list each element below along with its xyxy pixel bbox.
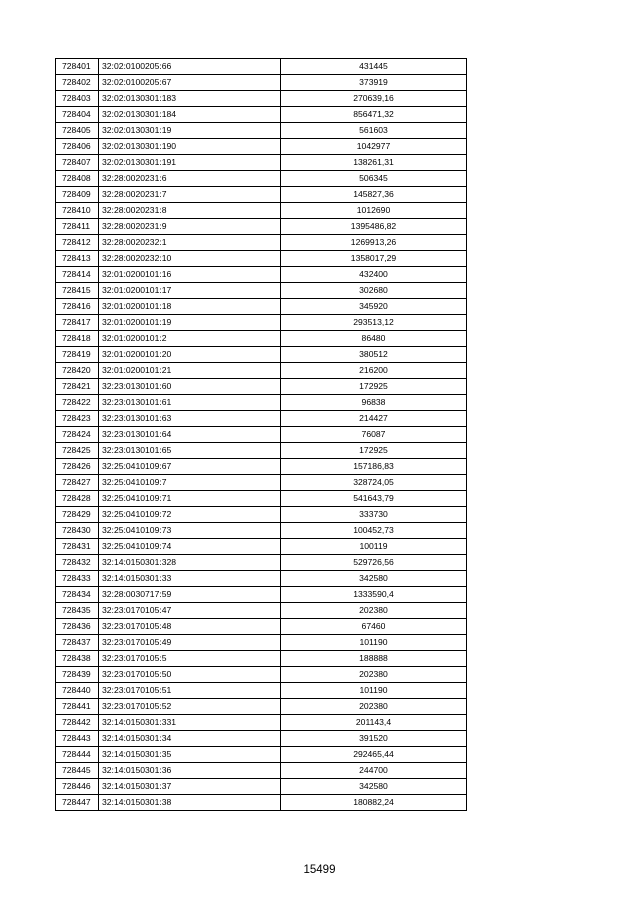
table-row <box>56 555 467 571</box>
row-id-cell: 728434 <box>56 587 99 603</box>
value-cell: 1042977 <box>281 139 467 155</box>
row-id-cell: 728405 <box>56 123 99 139</box>
value-cell: 172925 <box>281 443 467 459</box>
value-cell: 1358017,29 <box>281 251 467 267</box>
cadastral-number-cell: 32:14:0150301:38 <box>99 795 281 811</box>
row-id-cell: 728415 <box>56 283 99 299</box>
row-id-cell: 728406 <box>56 139 99 155</box>
table-row <box>56 411 467 427</box>
value-cell: 145827,36 <box>281 187 467 203</box>
cadastral-number-cell: 32:14:0150301:331 <box>99 715 281 731</box>
table-row <box>56 651 467 667</box>
cadastral-number-cell: 32:25:0410109:67 <box>99 459 281 475</box>
table-row <box>56 363 467 379</box>
table-row <box>56 107 467 123</box>
table-row <box>56 587 467 603</box>
value-cell: 214427 <box>281 411 467 427</box>
value-cell: 1012690 <box>281 203 467 219</box>
row-id-cell: 728441 <box>56 699 99 715</box>
table-row <box>56 379 467 395</box>
table-row <box>56 635 467 651</box>
row-id-cell: 728422 <box>56 395 99 411</box>
table-row <box>56 475 467 491</box>
cadastral-number-cell: 32:23:0170105:47 <box>99 603 281 619</box>
table-row <box>56 283 467 299</box>
cadastral-number-cell: 32:28:0020231:8 <box>99 203 281 219</box>
value-cell: 342580 <box>281 571 467 587</box>
value-cell: 202380 <box>281 603 467 619</box>
row-id-cell: 728435 <box>56 603 99 619</box>
value-cell: 431445 <box>281 59 467 75</box>
value-cell: 432400 <box>281 267 467 283</box>
cadastral-number-cell: 32:23:0130101:60 <box>99 379 281 395</box>
cadastral-number-cell: 32:02:0130301:19 <box>99 123 281 139</box>
row-id-cell: 728433 <box>56 571 99 587</box>
cadastral-number-cell: 32:23:0130101:61 <box>99 395 281 411</box>
cadastral-number-cell: 32:01:0200101:21 <box>99 363 281 379</box>
table-row <box>56 139 467 155</box>
cadastral-number-cell: 32:23:0130101:63 <box>99 411 281 427</box>
value-cell: 293513,12 <box>281 315 467 331</box>
value-cell: 67460 <box>281 619 467 635</box>
cadastral-number-cell: 32:25:0410109:74 <box>99 539 281 555</box>
table-row <box>56 779 467 795</box>
value-cell: 201143,4 <box>281 715 467 731</box>
cadastral-number-cell: 32:25:0410109:72 <box>99 507 281 523</box>
value-cell: 333730 <box>281 507 467 523</box>
cadastral-number-cell: 32:01:0200101:18 <box>99 299 281 315</box>
value-cell: 856471,32 <box>281 107 467 123</box>
table-row <box>56 459 467 475</box>
cadastral-number-cell: 32:25:0410109:73 <box>99 523 281 539</box>
value-cell: 302680 <box>281 283 467 299</box>
table-row <box>56 491 467 507</box>
value-cell: 380512 <box>281 347 467 363</box>
cadastral-number-cell: 32:25:0410109:7 <box>99 475 281 491</box>
cadastral-number-cell: 32:23:0130101:65 <box>99 443 281 459</box>
value-cell: 188888 <box>281 651 467 667</box>
table-row <box>56 171 467 187</box>
cadastral-number-cell: 32:01:0200101:19 <box>99 315 281 331</box>
table-row <box>56 603 467 619</box>
table-row <box>56 683 467 699</box>
value-cell: 270639,16 <box>281 91 467 107</box>
table-row <box>56 75 467 91</box>
value-cell: 529726,56 <box>281 555 467 571</box>
cadastral-number-cell: 32:02:0100205:66 <box>99 59 281 75</box>
table-row <box>56 747 467 763</box>
table-row <box>56 667 467 683</box>
row-id-cell: 728436 <box>56 619 99 635</box>
row-id-cell: 728418 <box>56 331 99 347</box>
row-id-cell: 728424 <box>56 427 99 443</box>
value-cell: 1333590,4 <box>281 587 467 603</box>
cadastral-number-cell: 32:28:0020231:7 <box>99 187 281 203</box>
row-id-cell: 728447 <box>56 795 99 811</box>
cadastral-number-cell: 32:23:0130101:64 <box>99 427 281 443</box>
cadastral-number-cell: 32:23:0170105:52 <box>99 699 281 715</box>
value-cell: 101190 <box>281 635 467 651</box>
value-cell: 506345 <box>281 171 467 187</box>
row-id-cell: 728407 <box>56 155 99 171</box>
cadastral-number-cell: 32:02:0130301:191 <box>99 155 281 171</box>
cadastral-number-cell: 32:23:0170105:49 <box>99 635 281 651</box>
table-row <box>56 443 467 459</box>
table-row <box>56 763 467 779</box>
row-id-cell: 728412 <box>56 235 99 251</box>
table-row <box>56 59 467 75</box>
table-row <box>56 395 467 411</box>
row-id-cell: 728416 <box>56 299 99 315</box>
cadastral-number-cell: 32:23:0170105:5 <box>99 651 281 667</box>
cadastral-number-cell: 32:01:0200101:2 <box>99 331 281 347</box>
cadastral-number-cell: 32:28:0020231:9 <box>99 219 281 235</box>
row-id-cell: 728421 <box>56 379 99 395</box>
cadastral-number-cell: 32:01:0200101:17 <box>99 283 281 299</box>
cadastral-number-cell: 32:14:0150301:33 <box>99 571 281 587</box>
table-row <box>56 795 467 811</box>
row-id-cell: 728427 <box>56 475 99 491</box>
table-row <box>56 91 467 107</box>
row-id-cell: 728417 <box>56 315 99 331</box>
row-id-cell: 728431 <box>56 539 99 555</box>
value-cell: 561603 <box>281 123 467 139</box>
table-row <box>56 523 467 539</box>
cadastral-number-cell: 32:01:0200101:20 <box>99 347 281 363</box>
table-row <box>56 203 467 219</box>
table-row <box>56 699 467 715</box>
row-id-cell: 728420 <box>56 363 99 379</box>
cadastral-number-cell: 32:23:0170105:51 <box>99 683 281 699</box>
cadastral-number-cell: 32:01:0200101:16 <box>99 267 281 283</box>
value-cell: 86480 <box>281 331 467 347</box>
value-cell: 172925 <box>281 379 467 395</box>
row-id-cell: 728403 <box>56 91 99 107</box>
cadastral-value-table <box>55 58 467 811</box>
value-cell: 100119 <box>281 539 467 555</box>
row-id-cell: 728428 <box>56 491 99 507</box>
row-id-cell: 728401 <box>56 59 99 75</box>
cadastral-number-cell: 32:14:0150301:34 <box>99 731 281 747</box>
cadastral-number-cell: 32:28:0020232:10 <box>99 251 281 267</box>
value-cell: 1269913,26 <box>281 235 467 251</box>
row-id-cell: 728437 <box>56 635 99 651</box>
table-row <box>56 427 467 443</box>
row-id-cell: 728411 <box>56 219 99 235</box>
value-cell: 244700 <box>281 763 467 779</box>
value-cell: 292465,44 <box>281 747 467 763</box>
value-cell: 328724,05 <box>281 475 467 491</box>
row-id-cell: 728444 <box>56 747 99 763</box>
row-id-cell: 728438 <box>56 651 99 667</box>
row-id-cell: 728414 <box>56 267 99 283</box>
table-row <box>56 331 467 347</box>
row-id-cell: 728429 <box>56 507 99 523</box>
page-number: 15499 <box>303 864 336 876</box>
row-id-cell: 728426 <box>56 459 99 475</box>
cadastral-number-cell: 32:28:0020232:1 <box>99 235 281 251</box>
cadastral-number-cell: 32:14:0150301:37 <box>99 779 281 795</box>
table-row <box>56 571 467 587</box>
table-row <box>56 619 467 635</box>
row-id-cell: 728439 <box>56 667 99 683</box>
row-id-cell: 728443 <box>56 731 99 747</box>
value-cell: 202380 <box>281 699 467 715</box>
value-cell: 138261,31 <box>281 155 467 171</box>
value-cell: 342580 <box>281 779 467 795</box>
cadastral-number-cell: 32:28:0020231:6 <box>99 171 281 187</box>
table-row <box>56 235 467 251</box>
value-cell: 1395486,82 <box>281 219 467 235</box>
row-id-cell: 728425 <box>56 443 99 459</box>
value-cell: 216200 <box>281 363 467 379</box>
table-row <box>56 219 467 235</box>
row-id-cell: 728404 <box>56 107 99 123</box>
table-row <box>56 731 467 747</box>
row-id-cell: 728440 <box>56 683 99 699</box>
value-cell: 76087 <box>281 427 467 443</box>
value-cell: 180882,24 <box>281 795 467 811</box>
row-id-cell: 728409 <box>56 187 99 203</box>
cadastral-number-cell: 32:14:0150301:328 <box>99 555 281 571</box>
row-id-cell: 728423 <box>56 411 99 427</box>
table-row <box>56 155 467 171</box>
value-cell: 373919 <box>281 75 467 91</box>
cadastral-number-cell: 32:23:0170105:50 <box>99 667 281 683</box>
cadastral-number-cell: 32:14:0150301:36 <box>99 763 281 779</box>
table-row <box>56 715 467 731</box>
table-row <box>56 123 467 139</box>
row-id-cell: 728445 <box>56 763 99 779</box>
cadastral-number-cell: 32:14:0150301:35 <box>99 747 281 763</box>
table-row <box>56 267 467 283</box>
cadastral-number-cell: 32:23:0170105:48 <box>99 619 281 635</box>
cadastral-number-cell: 32:02:0130301:190 <box>99 139 281 155</box>
row-id-cell: 728413 <box>56 251 99 267</box>
row-id-cell: 728402 <box>56 75 99 91</box>
value-cell: 345920 <box>281 299 467 315</box>
value-cell: 101190 <box>281 683 467 699</box>
cadastral-number-cell: 32:02:0130301:183 <box>99 91 281 107</box>
cadastral-number-cell: 32:02:0100205:67 <box>99 75 281 91</box>
table-row <box>56 507 467 523</box>
row-id-cell: 728446 <box>56 779 99 795</box>
table-row <box>56 315 467 331</box>
cadastral-number-cell: 32:28:0030717:59 <box>99 587 281 603</box>
row-id-cell: 728410 <box>56 203 99 219</box>
table-row <box>56 539 467 555</box>
cadastral-number-cell: 32:02:0130301:184 <box>99 107 281 123</box>
row-id-cell: 728419 <box>56 347 99 363</box>
value-cell: 157186,83 <box>281 459 467 475</box>
row-id-cell: 728442 <box>56 715 99 731</box>
table-row <box>56 251 467 267</box>
value-cell: 100452,73 <box>281 523 467 539</box>
value-cell: 541643,79 <box>281 491 467 507</box>
row-id-cell: 728432 <box>56 555 99 571</box>
row-id-cell: 728408 <box>56 171 99 187</box>
table-body <box>56 59 467 811</box>
value-cell: 96838 <box>281 395 467 411</box>
table-row <box>56 347 467 363</box>
row-id-cell: 728430 <box>56 523 99 539</box>
cadastral-number-cell: 32:25:0410109:71 <box>99 491 281 507</box>
value-cell: 391520 <box>281 731 467 747</box>
table-row <box>56 299 467 315</box>
table-row <box>56 187 467 203</box>
value-cell: 202380 <box>281 667 467 683</box>
